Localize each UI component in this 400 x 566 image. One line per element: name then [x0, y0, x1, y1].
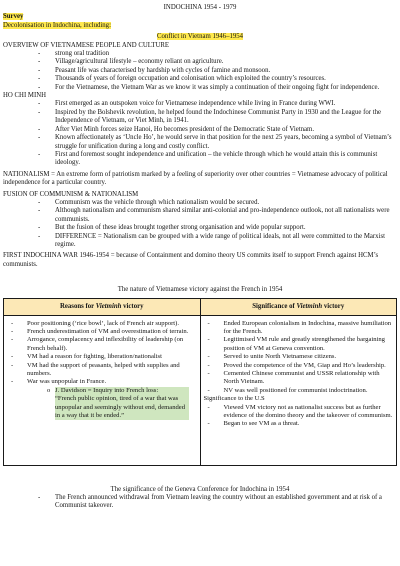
victory-table-heading: The nature of Vietnamese victory against the French in 1954 — [117, 286, 283, 294]
bullet-marker: - — [38, 75, 41, 83]
geneva-heading: The significance of the Geneva Conference for Indochina in 1954 — [110, 485, 290, 493]
list-item-text: Arrogance, complacency and inflexibility of leadership (on French behalf). — [27, 336, 184, 352]
list-item-text: Peasant life was characterised by hardship with cycles of famine and monsoon. — [55, 66, 271, 74]
reasons-list — [7, 320, 197, 387]
list-item — [204, 336, 394, 353]
list-item-text: Viewed VM victory not as nationalist success but as further evidence of the domino theory and the takeover of communism. — [223, 403, 393, 420]
list-item-text: Although nationalism and communism shared similar anti-colonial and pro-independence outlook, not all nationalists were communists. — [55, 207, 390, 223]
davidson-quote — [55, 387, 189, 421]
list-item — [204, 404, 394, 421]
list-item — [3, 50, 397, 58]
decolonisation-line — [3, 22, 397, 30]
list-item — [7, 328, 197, 336]
reasons-cell — [4, 315, 201, 465]
list-item-text: VM had a reason for fighting, liberation/nationalist — [27, 353, 162, 361]
ho-chi-minh-list — [3, 100, 397, 167]
list-item-text: Thousands of years of foreign occupation and colonisation which exploited the country’s resources. — [55, 75, 326, 83]
bullet-marker: - — [207, 319, 210, 327]
us-significance-heading: Significance to the U.S — [203, 395, 265, 403]
significance-header-text-end: victory — [322, 302, 345, 310]
list-item — [204, 353, 394, 361]
bullet-marker: - — [38, 150, 41, 158]
list-item — [7, 320, 197, 328]
list-item — [3, 494, 397, 511]
list-item — [7, 353, 197, 361]
survey-line — [3, 13, 397, 21]
list-item — [3, 233, 397, 250]
list-item-text: First emerged as an outspoken voice for Vietnamese independence while living in France during WWI. — [55, 100, 336, 108]
bullet-marker: - — [38, 198, 41, 206]
bullet-marker: - — [38, 66, 41, 74]
list-item-text: DIFFERENCE = Nationalism can be grouped with a wide range of political ideals, not all were committed to the Marxist regime. — [55, 232, 386, 248]
bullet-marker: - — [38, 224, 41, 232]
list-item-text: French underestimation of VM and overestimation of terrain. — [27, 328, 189, 335]
decolonisation-label: Decolonisation in Indochina, including: — [3, 21, 111, 29]
first-indochina-war-note: FIRST INDOCHINA WAR 1946-1954 = because of Containment and domino theory US commits itself to support French against HCM’s communists. — [3, 252, 379, 268]
us-significance-list — [204, 404, 394, 429]
list-item-text: For the Vietnamese, the Vietnam War as we know it was simply a continuation of their ongoing fight for independence. — [55, 83, 380, 91]
bullet-marker: - — [11, 319, 14, 327]
list-item-text: Began to see VM as a threat. — [223, 420, 300, 428]
bullet-marker: - — [38, 494, 41, 501]
list-item — [204, 387, 394, 395]
overview-heading: OVERVIEW OF VIETNAMESE PEOPLE AND CULTURE — [3, 41, 170, 49]
bullet-marker: - — [207, 420, 210, 428]
davidson-quote-item — [7, 387, 197, 421]
bullet-marker: - — [38, 125, 41, 133]
list-item-text: Ended European colonialism in Indochina, massive humiliation for the French. — [223, 319, 392, 335]
list-item-text: Served to unite North Vietnamese citizens. — [223, 353, 337, 361]
bullet-marker: - — [207, 336, 210, 344]
significance-header — [200, 298, 397, 315]
list-item-text: Proved the competence of the VM, Giap and Ho’s leadership. — [223, 361, 386, 369]
list-item-text: Communism was the vehicle through which nationalism would be secured. — [55, 198, 260, 206]
list-item — [3, 134, 397, 151]
list-item-text: Cemented Chinese communist and USSR relationship with North Vietnam. — [223, 370, 380, 386]
list-item — [7, 378, 197, 386]
ho-chi-minh-heading: HO CHI MINH — [3, 92, 47, 100]
list-item — [204, 420, 394, 428]
list-item — [204, 370, 394, 387]
reasons-header-text: Reasons for — [59, 302, 96, 310]
significance-header-emphasis: Vietminh — [296, 302, 323, 310]
list-item — [3, 84, 397, 92]
list-item-text: Poor positioning (‘rice bowl’, lack of French air support). — [27, 319, 179, 327]
bullet-marker: - — [11, 361, 14, 369]
sub-bullet-marker: o — [47, 386, 51, 394]
list-item — [3, 100, 397, 108]
survey-label: Survey — [3, 13, 24, 21]
list-item-text: VM had the support of peasants, helped with supplies and numbers. — [27, 361, 180, 378]
conflict-heading: Conflict in Vietnam 1946–1954 — [156, 33, 244, 41]
list-item — [3, 199, 397, 207]
reasons-header-text-end: victory — [121, 302, 144, 310]
bullet-marker: - — [11, 336, 14, 344]
list-item-text: Village/agricultural lifestyle – economy reliant on agriculture. — [55, 58, 224, 66]
nationalism-definition: NATIONALISM = An extreme form of patriotism marked by a feeling of superiority over other countries = Vietnamese advocacy of political independence for a particular country. — [3, 170, 388, 187]
list-item — [3, 126, 397, 134]
bullet-marker: - — [207, 361, 210, 369]
bullet-marker: - — [207, 403, 210, 411]
conflict-heading-line — [3, 33, 397, 41]
significance-list — [204, 320, 394, 396]
bullet-marker: - — [38, 134, 41, 142]
list-item-text: War was unpopular in France. — [27, 378, 107, 386]
list-item — [7, 336, 197, 353]
victory-table — [3, 298, 397, 466]
fusion-list — [3, 199, 397, 249]
list-item-text: Known affectionately as ‘Uncle Ho’, he would serve in that position for the next 25 years, becoming a symbol of Vietnam’s struggle for unification during a long and costly conflict. — [55, 134, 392, 150]
list-item-text: The French announced withdrawal from Vietnam leaving the country without an established government and at risk of a Communist takeover. — [55, 494, 382, 510]
table-row — [4, 315, 397, 465]
significance-cell — [200, 315, 397, 465]
quote-source: J. Davidson = Inquiry into French loss: — [55, 386, 159, 394]
list-item — [7, 362, 197, 379]
list-item — [3, 58, 397, 66]
list-item-text: Inspired by the Bolshevik revolution, he helped found the Indochinese Communist Party in 1930 and the League for the Independence of Vietnam, or Viet Minh, in 1941. — [55, 108, 381, 125]
bullet-marker: - — [11, 353, 14, 361]
bullet-marker: - — [38, 207, 41, 215]
list-item — [3, 151, 397, 168]
list-item — [204, 320, 394, 337]
list-item-text: NV was well positioned for communist indoctrination. — [223, 386, 368, 394]
bullet-marker: - — [207, 386, 210, 394]
bullet-marker: - — [11, 328, 14, 335]
list-item — [204, 362, 394, 370]
table-header-row — [4, 298, 397, 315]
bullet-marker: - — [207, 370, 210, 378]
list-item-text: But the fusion of these ideas brought together strong organisation and wide popular support. — [55, 224, 306, 232]
list-item — [3, 75, 397, 83]
list-item-text: After Viet Minh forces seize Hanoi, Ho becomes president of the Democratic State of Vietnam. — [55, 125, 315, 133]
document-title: INDOCHINA 1954 - 1979 — [163, 4, 237, 11]
list-item-text: Legitimised VM rule and greatly strengthened the bargaining position of VM at Geneva convention. — [223, 336, 385, 352]
significance-header-text: Significance of — [252, 302, 297, 310]
bullet-marker: - — [38, 50, 41, 58]
list-item — [3, 207, 397, 224]
reasons-header-emphasis: Vietminh — [95, 302, 122, 310]
list-item-text: First and foremost sought independence and unification – the vehicle through which he would attain this is communist ideology. — [55, 150, 378, 167]
list-item — [3, 67, 397, 75]
bullet-marker: - — [38, 232, 41, 240]
list-item — [3, 109, 397, 126]
bullet-marker: - — [11, 378, 14, 386]
list-item-text: strong oral tradition — [55, 50, 109, 58]
overview-list — [3, 50, 397, 92]
bullet-marker: - — [38, 100, 41, 108]
fusion-heading: FUSION OF COMMUNISM & NATIONALISM — [3, 190, 139, 198]
quote-text: “French public opinion, tired of a war that was unpopular and seemingly without end, demanded in a way that it be ended.” — [55, 395, 186, 420]
geneva-list — [3, 494, 397, 511]
bullet-marker: - — [207, 353, 210, 361]
list-item — [3, 224, 397, 232]
bullet-marker: - — [38, 108, 41, 116]
reasons-header — [4, 298, 201, 315]
bullet-marker: - — [38, 58, 41, 66]
bullet-marker: - — [38, 83, 41, 91]
